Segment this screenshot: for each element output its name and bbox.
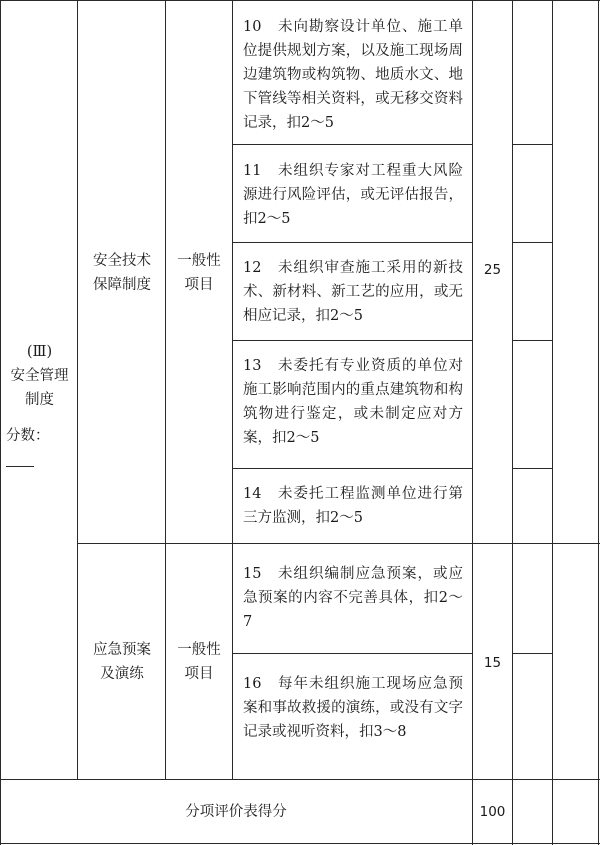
score-blank[interactable] [6, 450, 34, 467]
row-divider [512, 242, 552, 243]
group-type: 一般性 项目 [177, 253, 221, 293]
group-points: 15 [483, 655, 502, 671]
row-divider [512, 468, 552, 469]
section-score [6, 424, 76, 472]
row-divider [232, 653, 472, 654]
criterion-item: 14 未委托工程监测单位进行第三方监测，扣2～5 [243, 486, 463, 526]
section-title-line2: 制度 [25, 392, 54, 408]
criterion-item: 11 未组织专家对工程重大风险源进行风险评估，或无评估报告，扣2～5 [243, 163, 463, 227]
row-divider [232, 468, 472, 469]
total-label: 分项评价表得分 [185, 804, 287, 820]
group-points: 25 [483, 262, 502, 278]
col-divider [552, 0, 553, 845]
section-label [2, 340, 77, 412]
criterion-item: 15 未组织编制应急预案，或应急预案的内容不完善具体，扣2～7 [243, 566, 463, 630]
col-divider [512, 0, 513, 845]
group-type: 一般性 项目 [177, 642, 221, 682]
group-name: 安全技术 保障制度 [93, 253, 151, 293]
criterion-item: 10 未向勘察设计单位、施工单位提供规划方案，以及施工现场周边建筑物或构筑物、地质水文、地下管线等相关资料，或无移交资料记录，扣2～5 [243, 19, 463, 131]
row-divider [232, 242, 472, 243]
row-divider [512, 653, 552, 654]
table-border-top [0, 0, 600, 1]
section-title-line1: 安全管理 [10, 368, 69, 384]
footer-divider [0, 779, 600, 780]
section-roman-numeral: (Ⅲ) [26, 344, 53, 360]
table-border-bottom [0, 843, 600, 844]
row-divider [512, 144, 552, 145]
table-border-left [0, 0, 1, 845]
total-score: 100 [479, 804, 506, 820]
criterion-item: 13 未委托有专业资质的单位对施工影响范围内的重点建筑物和构筑物进行鉴定，或未制定应对方案，扣2～5 [243, 358, 463, 446]
criterion-item: 16 每年未组织施工现场应急预案和事故救援的演练，或没有文字记录或视听资料，扣3～8 [243, 676, 463, 740]
row-divider [232, 144, 472, 145]
col-divider [232, 0, 233, 780]
table-border-right [598, 0, 599, 845]
row-divider [232, 340, 472, 341]
col-divider [472, 0, 473, 845]
criterion-item: 12 未组织审查施工采用的新技术、新材料、新工艺的应用，或无相应记录，扣2～5 [243, 260, 463, 324]
row-divider [512, 340, 552, 341]
group-divider [77, 543, 600, 544]
score-label: 分数： [6, 428, 50, 444]
group-name: 应急预案 及演练 [93, 642, 151, 682]
